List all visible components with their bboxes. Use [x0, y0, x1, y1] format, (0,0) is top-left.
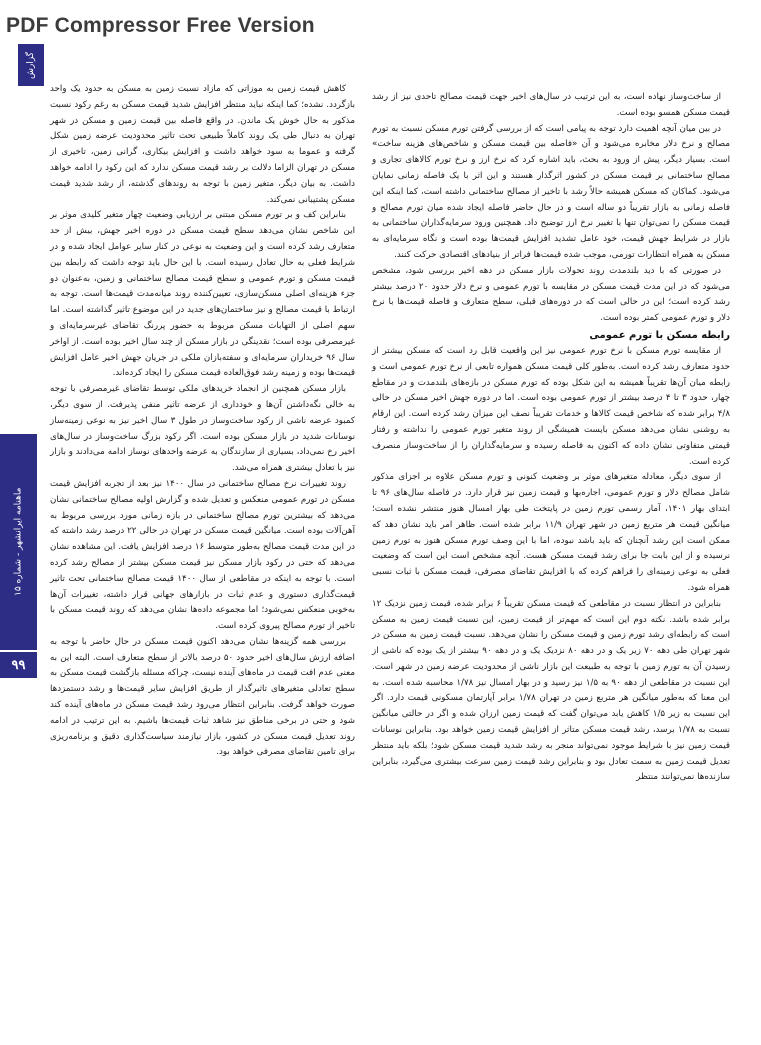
- left-paragraph: بازار مسکن همچنین از انجماد خریدهای ملکی توسط تقاضای غیرمصرفی با توجه به خالی نگه‌داشتن آن‌ها و خودداری از عرضه تاثیر منفی پذیرفت. از سوی دیگر، کمبود عرضه ناشی از رکود ساخت‌وساز در طول ۳ سال اخیر نیز به نوعی زمینه‌ساز نوسانات شدید در بازار مسکن بوده است. اگر رکود بزرگ ساخت‌وساز در سال‌های اخیر رخ نمی‌داد، بسیاری از سازندگان به عرضه واحدهای نوساز ادامه می‌دادند و بازار نیز با تعادل بیشتری همراه می‌شد.: [50, 384, 356, 474]
- right-paragraph: در صورتی که با دید بلندمدت روند تحولات بازار مسکن در دهه اخیر بررسی شود، مشخص می‌شود که در این مدت قیمت مسکن در مقایسه با تورم عمومی و نرخ دلار حدود ۲۰ درصد بیشتر رشد کرده است؛ این در حالی است که در دوره‌های قبلی، سطح متعارف و فاصله قیمت‌ها با نرخ دلار و تورم عمومی کمتر بوده است.: [372, 265, 731, 324]
- right-paragraph: از ساخت‌وساز نهاده است، به این ترتیب در سال‌های اخیر جهت قیمت مصالح تاحدی نیز از رشد قیمت مسکن همسو بوده است.: [372, 92, 730, 118]
- page-number: ۹۹: [0, 652, 37, 678]
- left-paragraph: بررسی همه گزینه‌ها نشان می‌دهد اکنون قیمت مسکن در حال حاضر با توجه به اضافه ارزش سال‌های اخیر حدود ۵۰ درصد بالاتر از سطح متعارف است. البته این به معنی عدم افت قیمت در ماه‌های آینده نیست، چراکه مسئله بازگشت قیمت مسکن به سطح تعادلی متغیرهای تاثیرگذار از طریق افزایش سایر قیمت‌ها و رشد دستمزدها صورت خواهد گرفت. بنابراین انتظار می‌رود رشد قیمت مسکن در ماه‌های آینده کند شود و حتی در برخی مناطق نیز شاهد ثبات قیمت‌ها باشیم. به این ترتیب در ادامه روند تعدیل قیمت مسکن در کشور، بازار نیازمند سیاست‌گذاری دقیق و برنامه‌ریزی برای تامین تقاضای مصرفی خواهد بود.: [50, 636, 355, 758]
- right-paragraph: در بین میان آنچه اهمیت دارد توجه به پیامی است که از بررسی گرفتن تورم مسکن نسبت به تورم مصالح و نرخ دلار مخابره می‌شود و آن «فاصله بین قیمت مسکن و شاخص‌های هزینه ساخت» است. بسیار دیگر، پیش از ورود به بحث، باید اشاره کرد که نرخ ارز و نرخ تورم کالاهای تجاری و مصالح ساختمانی بر قیمت مسکن در کشور اثرگذار هستند و این اثر با یک فاصله زمانی نمایان می‌شود. کماکان که مسکن همیشه حالاً رشد با تاخیر از مصالح ساختمانی داشته است، کما اینکه این فاصله زمانی به بازار تقریباً دو ساله است و در حال حاضر فاصله ایجاد شده میان تورم مصالح و قیمت مسکن را نمی‌توان تنها با تغییر نرخ ارز توضیح داد. همچنین ورود سرمایه‌گذاران ساختمانی به بازار در شرایط جهش قیمت، خود عامل تشدید افزایش قیمت‌ها بوده است و نگاه سرمایه‌ای به مسکن به همراه انتظارات تورمی، موجب شده قیمت‌ها فراتر از بنیادهای اقتصادی حرکت کنند.: [372, 123, 730, 260]
- section-tab-label: گزارش: [26, 51, 36, 79]
- section-tab: [18, 44, 44, 86]
- right-paragraph: از مقایسه تورم مسکن با نرخ تورم عمومی نیز این واقعیت قابل رد است که مسکن بیشتر از حدود متعارف رشد کرده است. به‌طور کلی قیمت مسکن همواره تابعی از نرخ تورم عمومی است و رابطه میان آن‌ها تقریباً همیشه به این شکل بوده که تورم مسکن در بازه‌های بلندمدت و در مقاطع چهار، حدود ۳ تا ۴ درصد بیشتر از تورم عمومی بوده است. اما در دوره جهش اخیر مسکن در حالی ۴/۸ برابر شده که شاخص قیمت کالاها و خدمات تقریباً نصف این میزان رشد کرده است. این ارقام به روشنی نشان می‌دهد مسکن بایست همیشگی از روند متغیر تورم عمومی را نداشته و رفتار قیمتی متفاوتی نشان داده که اکنون به فاصله رسیده و سرمایه‌گذاران را از ساخت‌وساز منصرف کرده است.: [372, 345, 730, 467]
- section-heading: رابطه مسکن با تورم عمومی: [589, 329, 730, 341]
- right-paragraph: از سوی دیگر، معادله متغیرهای موثر بر وضعیت کنونی و تورم مسکن علاوه بر اجزای مذکور شامل مصالح دلار و تورم عمومی، اجاره‌بها و قیمت زمین نیز قرار دارد. در فاصله سال‌های ۹۶ تا ابتدای بهار ۱۴۰۱، آمار رسمی تورم زمین در پایتخت طی بهار امسال هنوز منتشر نشده است؛ میانگین قیمت هر متربع زمین در شهر تهران ۱۱/۹ برابر شده است. ظاهر امر باید نشان دهد که ممکن است این رشد آنچنان که باید باشد نبوده، اما با این وصف تورم مسکن هنوز به تورم زمین نرسیده و از این بابت جا برای رشد قیمت مسکن هست. آنچه مشخص است این است که وضعیت فعلی به نوعی زمینه‌ای را فراهم کرده که با افزایش تقاضای مصرفی، قیمت مسکن با ثبات نسبی همراه شود.: [372, 472, 731, 593]
- left-text-column: [50, 82, 355, 761]
- left-paragraph: کاهش قیمت زمین به موزاتی که مازاد نسبت زمین به مسکن به حدود یک واحد بازگردد. نشده؛ کما اینکه نباید منتظر افزایش شدید قیمت مسکن به رغم رکود نسبت مذکور به حال خوش یک ماندن. در واقع فاصله بین قیمت زمین و مسکن در شهر تهران به دنبال طی یک روند کاملاً طبیعی تحت تاثیر محدودیت عرضه زمین شکل گرفته و عموما به سود خواهد داشت و افزایش بیکاری، گرانی زمین، تاخیری از مسکن در تهران الزاما دلالت بر رشد قیمت مسکن ندارد که این رکود را ادامه خواهد داشت. به بیان دیگر، متغیر زمین با توجه به روندهای گذشته، از رشد شدید قیمت مسکن پشتیبانی نمی‌کند.: [50, 84, 355, 205]
- journal-side-band-label: ماهنامه ایرانشهر - شماره ۱۵: [13, 487, 24, 597]
- left-paragraph: روند تغییرات نرخ مصالح ساختمانی در سال ۱۴۰۰ نیز بعد از تجربه افزایش قیمت مسکن در تورم عمومی منعکس و تعدیل شده و گزارش اولیه مصالح ساختمانی نشان می‌دهد که بیشترین تورم مصالح ساختمانی در بازه زمانی مورد بررسی مربوط به آهن‌آلات بوده است. میانگین قیمت مسکن در تهران در حالی ۲۲ درصد رشد داشته که در این مدت قیمت مصالح به‌طور متوسط ۱۶ درصد افزایش یافت. این مشاهده نشان می‌دهد که حتی در رکود بازار مسکن نیز قیمت مسکن بیشتر از مصالح رشد کرده است. با توجه به اینکه در مقاطعی از سال ۱۴۰۰ قیمت مصالح ساختمانی تحت تاثیر قیمت‌گذاری دستوری و عدم ثبات در بازارهای جهانی قرار داشته، تغییرات آن‌ها به‌خوبی منعکس نمی‌شود؛ اما مجموعه داده‌ها نشان می‌دهد که روند قیمت مسکن با تاخیر از تورم مصالح پیروی کرده است.: [50, 478, 356, 632]
- left-paragraph: بنابراین کف و بر تورم مسکن مبتنی بر ارزیابی وضعیت چهار متغیر کلیدی موثر بر این شاخص نشان می‌دهد سطح قیمت مسکن در دوره اخیر جهش، بیش از حد متعارف رشد کرده است و این وضعیت به نوعی در کنار سایر عوامل ایجاد شده و در شرایط فعلی به حال تعادل رسیده است. با این حال باید توجه داشت که رابطه بین قیمت مسکن و تورم عمومی و سطح قیمت مصالح ساختمانی و زمین، به‌عنوان دو جزء هزینه‌ای اصلی مسکن‌سازی، تعیین‌کننده روند میانه‌مدت قیمت‌ها است. توجه به ارتباط با قیمت مصالح و نیز ساختمان‌های جدید در این موضوع تاثیر گذاشته است. اما سهم اصلی از التهابات مسکن مربوط به حضور پررنگ تقاضای غیرسرمایه‌ای و غیرمصرفی بوده است؛ نقدینگی در بازار مسکن از چند سال اخیر بوده است. از اواخر سال ۹۶ خریداران سرمایه‌ای و سفته‌بازان ملکی در جریان جهش اخیر عامل افزایش قیمت‌ها بوده و زمینه رشد فوق‌العاده قیمت مسکن را ایجاد کرده‌اند.: [50, 210, 356, 379]
- right-paragraph: بنابراین در انتظار نسبت در مقاطعی که قیمت مسکن تقریباً ۶ برابر شده، قیمت زمین نزدیک ۱۲ برابر شده باشد. نکته دوم این است که مهم‌تر از قیمت زمین، این نسبت قیمت زمین به مسکن است که رابطه‌ای رشد تورم زمین و قیمت مسکن را نشان می‌دهد. نسبت قیمت زمین به مسکن در شهر تهران طی دهه ۷۰ زیر یک و در دهه ۸۰ نزدیک یک و در دهه ۹۰ بیشتر از یک بوده که ناشی از رسیدن آن به تورم زمین با توجه به طبیعت این بازار ناشی از محدودیت عرضه زمین در شهر است. این نسبت در مقاطعی از دهه ۹۰ به ۱/۵ نیز رسید و در بهار امسال نیز ۱/۷۸ محاسبه شده است. به این معنا که به‌طور میانگین هر متربع زمین در تهران ۱/۷۸ برابر آپارتمان مسکونی قیمت دارد. اگر این نسبت به زیر ۱/۵ کاهش یابد می‌توان گفت که قیمت زمین ارزان شده و اگر در حالتی میانگین نسبت به ۱/۷۸ برسد، رشد قیمت مسکن متاثر از افزایش قیمت زمین خواهد بود. بنابراین نوسانات قیمت زمین نیز با شرایط موجود نمی‌تواند منجر به رشد شدید قیمت مسکن شود؛ بلکه باید منتظر تعدیل قیمت زمین به سمت تعادل بود و بنابراین رشد قیمت زمین سرعت بیشتری می‌گیرد، بنابراین سازنده‌ها نمی‌توانند منتظر: [372, 598, 731, 783]
- pdf-compressor-watermark: PDF Compressor Free Version: [6, 14, 315, 37]
- right-text-column: [372, 90, 730, 786]
- journal-side-band: [0, 434, 37, 650]
